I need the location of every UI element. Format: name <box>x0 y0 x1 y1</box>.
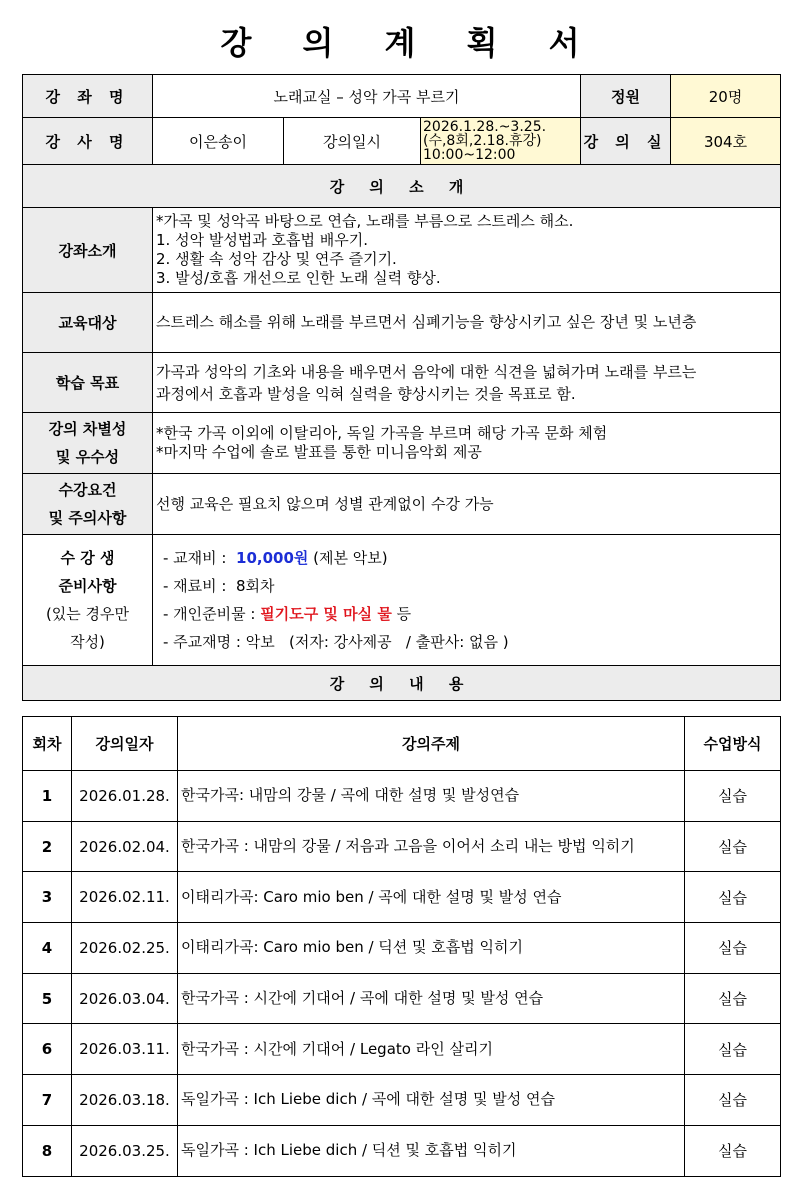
session-method: 실습 <box>685 1024 781 1075</box>
summary-line: *가곡 및 성악곡 바탕으로 연습, 노래를 부름으로 스트레스 해소. <box>156 212 574 230</box>
schedule-time: 10:00~12:00 <box>423 147 516 163</box>
session-no: 5 <box>23 973 72 1024</box>
session-date: 2026.03.18. <box>72 1075 178 1126</box>
requirements-label <box>23 474 153 535</box>
session-date: 2026.02.25. <box>72 923 178 974</box>
personal-items-suffix: 등 <box>391 605 412 623</box>
differentiation-label-line: 강의 차별성 <box>48 420 127 438</box>
session-topic: 한국가곡: 내맘의 강물 / 곡에 대한 설명 및 발성연습 <box>178 771 685 822</box>
main-textbook: - 주교재명 : 악보 (저자: 강사제공 / 출판사: 없음 ) <box>163 633 509 651</box>
summary-line: 1. 성악 발성법과 호흡법 배우기. <box>156 231 369 249</box>
goal-line: 가곡과 성악의 기초와 내용을 배우면서 음악에 대한 식견을 넓혀가며 노래를 부르는 <box>156 362 697 381</box>
capacity-label: 정원 <box>581 75 671 118</box>
differentiation-line: *한국 가곡 이외에 이탈리아, 독일 가곡을 부르며 해당 가곡 문화 체험 <box>156 424 608 442</box>
preparation-label <box>23 535 153 666</box>
summary-label: 강좌소개 <box>23 208 153 293</box>
session-no: 7 <box>23 1075 72 1126</box>
schedule-dates: 2026.1.28.~3.25. <box>423 119 547 135</box>
summary-line: 3. 발성/호흡 개선으로 인한 노래 실력 향상. <box>156 269 441 287</box>
summary-text <box>153 208 781 293</box>
session-topic: 한국가곡 : 시간에 기대어 / 곡에 대한 설명 및 발성 연습 <box>178 973 685 1024</box>
personal-items <box>153 600 780 628</box>
personal-items-prefix: - 개인준비물 : <box>163 605 261 623</box>
table-row <box>23 771 781 822</box>
session-method: 실습 <box>685 1125 781 1176</box>
table-row <box>23 1125 781 1176</box>
preparation-label-line: (있는 경우만 <box>45 605 130 623</box>
target-label: 교육대상 <box>23 293 153 353</box>
session-no: 6 <box>23 1024 72 1075</box>
differentiation-label <box>23 413 153 474</box>
table-row <box>23 923 781 974</box>
goal-text <box>153 353 781 413</box>
session-no: 4 <box>23 923 72 974</box>
table-row <box>23 1075 781 1126</box>
session-topic: 이태리가곡: Caro mio ben / 딕션 및 호흡법 익히기 <box>178 923 685 974</box>
material-cost: - 재료비 : 8회차 <box>163 577 275 595</box>
textbook-cost <box>153 544 780 572</box>
session-method: 실습 <box>685 821 781 872</box>
session-topic: 한국가곡 : 시간에 기대어 / Legato 라인 살리기 <box>178 1024 685 1075</box>
requirements-label-line: 수강요건 <box>58 481 117 499</box>
capacity-value: 20명 <box>671 75 781 118</box>
table-row <box>23 973 781 1024</box>
content-section-title: 강 의 내 용 <box>23 666 781 701</box>
instructor-label: 강 사 명 <box>23 118 153 165</box>
session-no: 8 <box>23 1125 72 1176</box>
intro-section-title: 강 의 소 개 <box>23 165 781 208</box>
table-row <box>23 1024 781 1075</box>
requirements-label-line: 및 주의사항 <box>48 509 127 527</box>
textbook-cost-prefix: - 교재비 : <box>163 549 237 567</box>
goal-label: 학습 목표 <box>23 353 153 413</box>
page-title: 강 의 계 획 서 <box>220 24 600 62</box>
differentiation-text <box>153 413 781 474</box>
goal-line: 과정에서 호흡과 발성을 익혀 실력을 향상시키는 것을 목표로 함. <box>156 384 576 403</box>
personal-items-list: 필기도구 및 마실 물 <box>260 605 392 623</box>
col-header-no: 회차 <box>23 717 72 771</box>
table-row <box>23 821 781 872</box>
session-no: 2 <box>23 821 72 872</box>
session-method: 실습 <box>685 973 781 1024</box>
room-value: 304호 <box>671 118 781 165</box>
session-method: 실습 <box>685 923 781 974</box>
session-date: 2026.03.11. <box>72 1024 178 1075</box>
col-header-date: 강의일자 <box>72 717 178 771</box>
course-name-label: 강 좌 명 <box>23 75 153 118</box>
session-date: 2026.02.04. <box>72 821 178 872</box>
session-date: 2026.01.28. <box>72 771 178 822</box>
session-date: 2026.03.04. <box>72 973 178 1024</box>
session-topic: 독일가곡 : Ich Liebe dich / 딕션 및 호흡법 익히기 <box>178 1125 685 1176</box>
summary-line: 2. 생활 속 성악 감상 및 연주 즐기기. <box>156 250 397 268</box>
requirements-text: 선행 교육은 필요치 않으며 성별 관계없이 수강 가능 <box>153 474 781 535</box>
session-no: 3 <box>23 872 72 923</box>
course-name: 노래교실 – 성악 가곡 부르기 <box>153 75 581 118</box>
preparation-label-line: 작성) <box>70 633 105 651</box>
session-method: 실습 <box>685 1075 781 1126</box>
preparation-label-line: 준비사항 <box>58 577 117 595</box>
instructor-name: 이은송이 <box>153 118 284 165</box>
preparation-text <box>153 535 781 666</box>
preparation-label-line: 수 강 생 <box>60 549 115 567</box>
room-label: 강 의 실 <box>581 118 671 165</box>
schedule-value <box>421 118 581 165</box>
session-method: 실습 <box>685 872 781 923</box>
session-topic: 이태리가곡: Caro mio ben / 곡에 대한 설명 및 발성 연습 <box>178 872 685 923</box>
session-topic: 독일가곡 : Ich Liebe dich / 곡에 대한 설명 및 발성 연습 <box>178 1075 685 1126</box>
differentiation-line: *마지막 수업에 솔로 발표를 통한 미니음악회 제공 <box>156 443 482 461</box>
col-header-topic: 강의주제 <box>178 717 685 771</box>
session-method: 실습 <box>685 771 781 822</box>
textbook-amount: 10,000원 <box>236 549 309 567</box>
session-topic: 한국가곡 : 내맘의 강물 / 저음과 고음을 이어서 소리 내는 방법 익히기 <box>178 821 685 872</box>
schedule-detail: (수,8회,2.18.휴강) <box>423 133 542 149</box>
session-no: 1 <box>23 771 72 822</box>
course-info-table <box>22 74 781 701</box>
table-row <box>23 872 781 923</box>
target-text: 스트레스 해소를 위해 노래를 부르면서 심폐기능을 향상시키고 싶은 장년 및 노년층 <box>153 293 781 353</box>
schedule-label: 강의일시 <box>284 118 421 165</box>
col-header-method: 수업방식 <box>685 717 781 771</box>
differentiation-label-line: 및 우수성 <box>55 448 120 466</box>
lecture-schedule-table <box>22 716 781 1177</box>
textbook-cost-suffix: (제본 악보) <box>308 549 388 567</box>
session-date: 2026.02.11. <box>72 872 178 923</box>
session-date: 2026.03.25. <box>72 1125 178 1176</box>
